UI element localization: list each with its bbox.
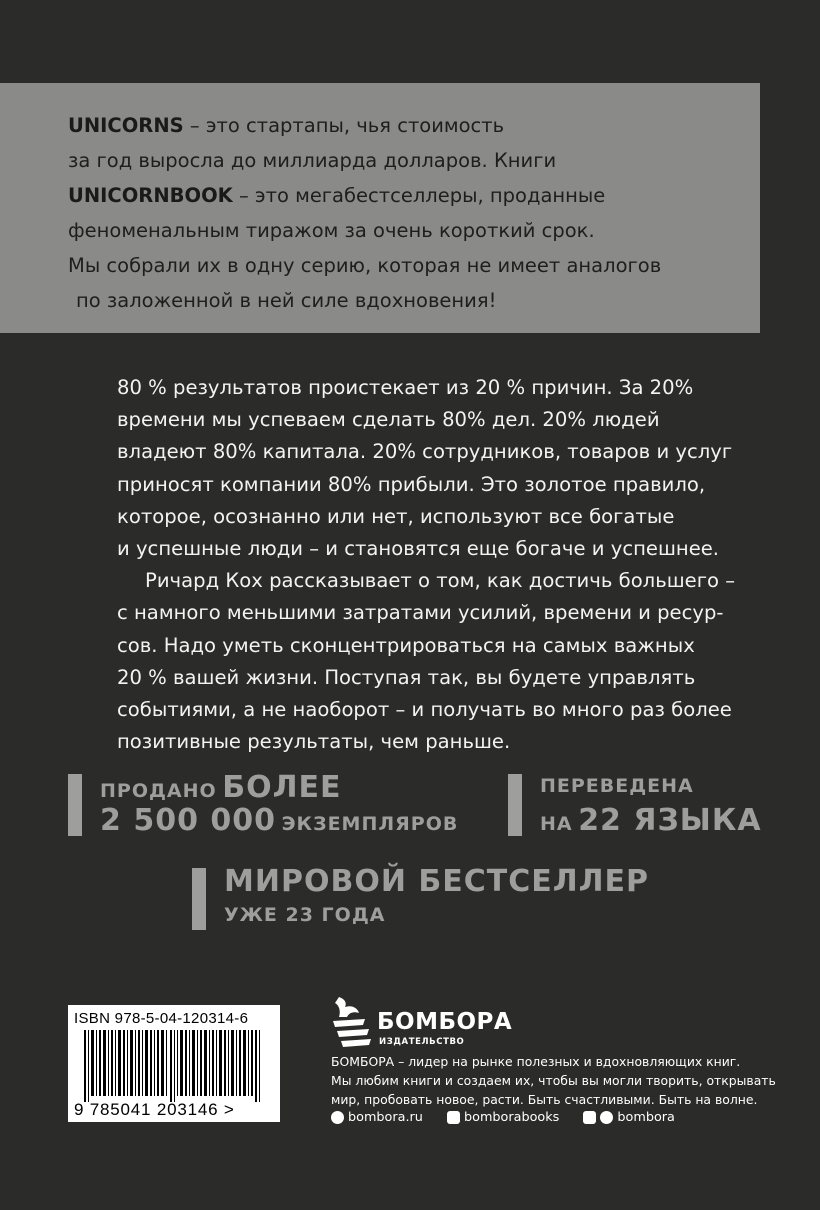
telegram-icon [600,1111,613,1124]
description-line: которое, осознанно или нет, используют все богатые [117,504,675,528]
intro-line-6: по заложенной в ней силе вдохновения! [76,289,497,312]
description-line: 80 % результатов проистекает из 20 % причин. За 20% [117,376,694,399]
description-line: событиями, а не наоборот – и получать во много раз более [117,698,732,722]
social-links [331,1110,695,1128]
brand-unicornbook: UNICORNBOOK [68,184,233,207]
intro-line-3: UNICORNBOOK – это мегабестселлеры, проданные [68,184,606,207]
brand-unicorns: UNICORNS [68,114,184,137]
stat-copies-label: ЭКЗЕМПЛЯРОВ [281,813,459,835]
plus-icon [583,1111,596,1124]
stat-bar [68,774,82,836]
barcode-icon [84,1030,266,1102]
link-website[interactable]: bombora.ru [331,1110,423,1125]
intro-line-4: феноменальным тиражом за очень короткий срок. [68,219,595,242]
link-social[interactable]: bombora [583,1110,674,1125]
stat-translated-label: ПЕРЕВЕДЕНА [540,775,694,797]
stat-sold-label: ПРОДАНО [100,780,217,802]
intro-line-2: за год выросла до миллиарда долларов. Книги [68,149,557,172]
book-description [117,372,757,758]
publisher-subtitle: ИЗДАТЕЛЬСТВО [379,1037,465,1047]
description-line: позитивные результаты, чем раньше. [117,730,511,754]
stat-bar [192,868,206,930]
stat-translated [508,770,768,840]
intro-line-1: UNICORNS – это стартапы, чья стоимость [68,114,505,137]
stat-translated-na: НА [540,813,573,835]
isbn-barcode-box [68,1005,280,1122]
description-line: Ричард Кох рассказывает о том, как достичь большего – [145,569,736,593]
link-vk[interactable]: bomborabooks [447,1110,559,1125]
stat-bestseller [192,864,652,934]
globe-icon [331,1111,344,1124]
stat-languages-count: 22 ЯЗЫКА [578,803,762,838]
bombora-logo-icon [333,997,373,1049]
description-line: и успешные люди – и становятся еще богаче и успешнее. [117,537,720,561]
stat-sold-copies [68,770,468,840]
barcode-digits: 9 785041 203146 > [74,1100,235,1119]
isbn-label: ISBN 978-5-04-120314-6 [74,1010,249,1027]
about-line: БОМБОРА – лидер на рынке полезных и вдохновляющих книг. [331,1054,741,1069]
description-line: с намного меньшими затратами усилий, времени и ресур- [117,601,724,625]
description-line: приносят компании 80% прибыли. Это золотое правило, [117,472,706,496]
description-line: сов. Надо уметь сконцентрироваться на самых важных [117,633,695,657]
publisher-name: БОМБОРА [377,1009,513,1035]
stat-bestseller-title: МИРОВОЙ БЕСТСЕЛЛЕР [224,864,650,899]
description-line: времени мы успеваем сделать 80% дел. 20% людей [117,408,660,432]
series-intro [68,108,708,318]
stat-bar [508,774,522,836]
intro-line-5: Мы собрали их в одну серию, которая не имеет аналогов [68,254,662,277]
stat-bestseller-years: УЖЕ 23 ГОДА [224,904,386,926]
about-line: мир, пробовать новое, расти. Быть счастливыми. Быть на волне. [331,1092,758,1107]
description-line: владеют 80% капитала. 20% сотрудников, товаров и услуг [117,440,733,464]
vk-icon [447,1111,460,1124]
description-line: 20 % вашей жизни. Поступая так, вы будете управлять [117,665,696,689]
stat-sold-more: БОЛЕЕ [222,770,342,805]
stat-copies-count: 2 500 000 [100,803,277,838]
publisher-about [331,1052,791,1109]
about-line: Мы любим книги и создаем их, чтобы вы могли творить, открывать [331,1073,776,1088]
